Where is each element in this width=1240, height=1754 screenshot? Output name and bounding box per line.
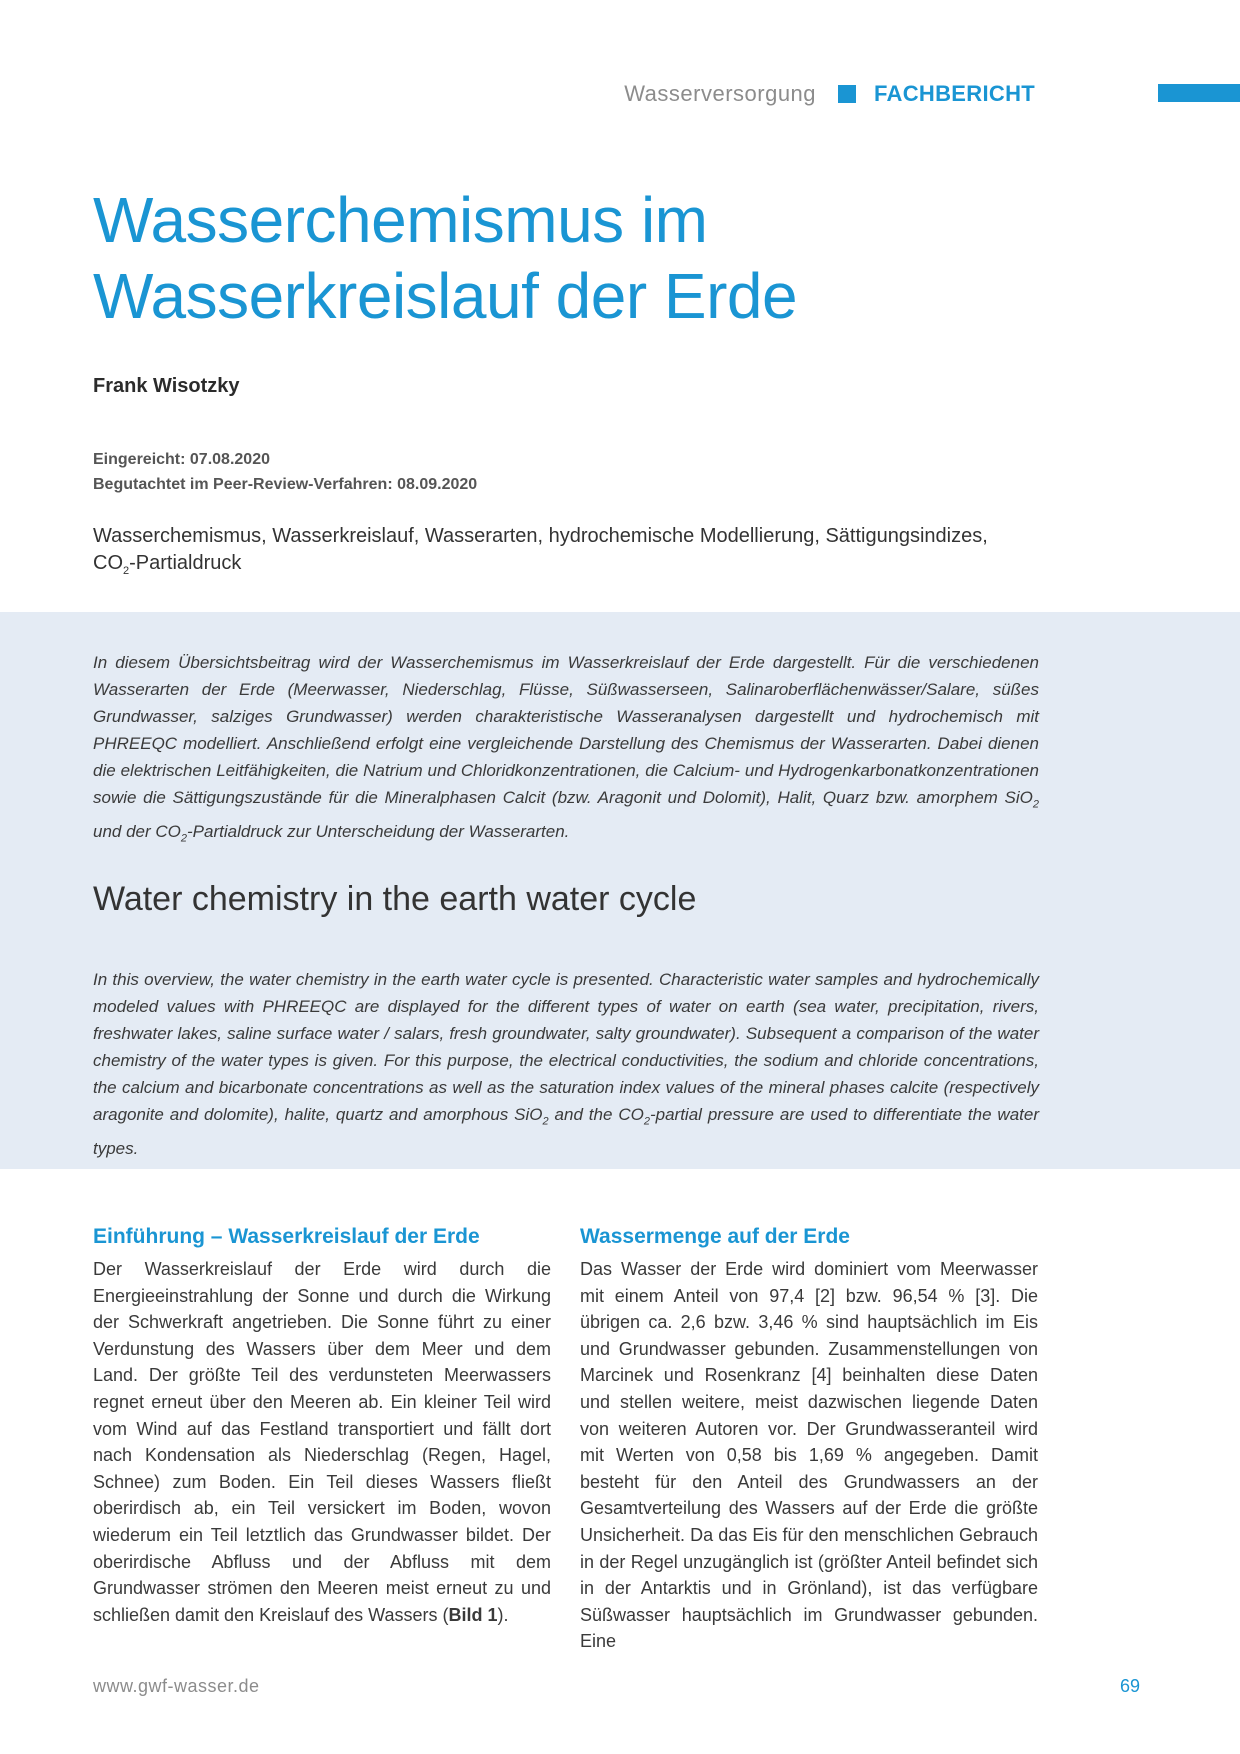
keywords-co: CO [93,552,123,574]
abstract-en-sub2: 2 [643,1115,650,1128]
body-column-right [580,1224,1038,1655]
introduction-text: Der Wasserkreislauf der Erde wird durch die Energieeinstrahlung der Sonne und durch die Wirkung der Schwerkraft angetrieben. Die Sonne führt zu einer Verdunstung des Wassers über dem Meer und dem Land. Der größte Teil des verdunsteten Meerwassers regnet erneut über den Meeren ab. Ein kleiner Teil wird vom Wind auf das Festland transportiert und fällt dort nach Kondensation als Niederschlag (Regen, Hagel, Schnee) zum Boden. Ein Teil dieses Wassers fließt oberirdisch ab, ein Teil versickert im Boden, wovon wiederum ein Teil letztlich das Grundwasser bildet. Der oberirdische Abfluss und der Abfluss mit dem Grundwasser strömen den Meeren meist erneut zu und schließen damit den Kreislauf des Wassers ( [93,1259,551,1625]
introduction-text-end: ). [497,1604,509,1625]
english-title: Water chemistry in the earth water cycle [93,880,697,918]
section-heading-water-amount: Wassermenge auf der Erde [580,1225,850,1248]
article-title [93,182,1093,334]
keywords-main: Wasserchemismus, Wasserkreislauf, Wasserarten, hydrochemische Modellierung, Sättigungsindizes, [93,525,988,547]
header-square-icon [838,85,856,103]
title-line-2: Wasserkreislauf der Erde [93,260,798,332]
abstract-de-sub1: 2 [1032,798,1039,811]
abstract-german [93,649,1039,853]
abstract-en-part2: and the CO [548,1105,644,1124]
submitted-date: Eingereicht: 07.08.2020 [93,451,270,468]
keywords-tail: -Partialdruck [129,552,242,574]
body-column-left [93,1224,551,1628]
page-number: 69 [1120,1676,1141,1696]
section-text-introduction [93,1256,551,1628]
abstract-en-part1: In this overview, the water chemistry in the earth water cycle is presented. Characteristic water samples and hydrochemically modeled values with PHREEQC are displayed for the different types of water on earth (sea water, precipitation, rivers, freshwater lakes, saline surface water / salars, fresh groundwater, salty groundwater). Subsequent a comparison of the water chemistry of the water types is given. For this purpose, the electrical conductivities, the sodium and chloride concentrations, the calcium and bicarbonate concentrations as well as the saturation index values of the mineral phases calcite (respectively aragonite and dolomite), halite, quartz and amorphous SiO [93,970,1039,1124]
header-accent-bar [1158,84,1240,102]
abstract-en-sub1: 2 [542,1115,549,1128]
author-name: Frank Wisotzky [93,375,240,397]
abstract-de-sub2: 2 [180,832,188,845]
abstract-de-part1: In diesem Übersichtsbeitrag wird der Wasserchemismus im Wasserkreislauf der Erde dargestellt. Für die verschiedenen Wasserarten der Erde (Meerwasser, Niederschlag, Flüsse, Süßwasserseen, Salinaroberflächenwässer/Salare, süßes Grundwasser, salziges Grundwasser) werden charakteristische Wasseranalysen dargestellt und hydrochemisch mit PHREEQC modelliert. Anschließend erfolgt eine vergleichende Darstellung des Chemismus der Wasserarten. Dabei dienen die elektrischen Leitfähigkeiten, die Natrium und Chloridkonzentrationen, die Calcium- und Hydrogenkarbonatkonzentrationen sowie die Sättigungszustände für die Mineralphasen Calcit (bzw. Aragonit und Dolomit), Halit, Quarz bzw. amorphem SiO [93,653,1039,807]
abstract-english [93,966,1039,1162]
reviewed-date: Begutachtet im Peer-Review-Verfahren: 08.09.2020 [93,476,478,493]
header-section: Wasserversorgung [624,81,817,106]
abstract-en-part3: -partial pressure are used to differentiate the water types. [93,1105,1039,1159]
submission-dates [93,447,477,497]
abstract-de-part3: -Partialdruck zur Unterscheidung der Wasserarten. [187,822,570,842]
header-category: FACHBERICHT [874,81,1035,106]
section-heading-introduction: Einführung – Wasserkreislauf der Erde [93,1225,480,1248]
keywords-sub: 2 [123,565,130,577]
footer-url: www.gwf-wasser.de [93,1676,260,1696]
section-text-water-amount: Das Wasser der Erde wird dominiert vom Meerwasser mit einem Anteil von 97,4 [2] bzw. 96,54 % [3]. Die übrigen ca. 2,6 bzw. 3,46 % sind hauptsächlich im Eis und Grundwasser gebunden. Zusammenstellungen von Marcinek und Rosenkranz [4] beinhalten diese Daten und stellen weitere, meist dazwischen liegende Daten von weiteren Autoren vor. Der Grundwasseranteil wird mit Werten von 0,58 bis 1,69 % angegeben. Damit besteht für den Anteil des Grundwassers an der Gesamtverteilung des Wassers auf der Erde die größte Unsicherheit. Da das Eis für den menschlichen Gebrauch in der Regel unzugänglich ist (größter Anteil befindet sich in der Antarktis und in Grönland), ist das verfügbare Süßwasser hauptsächlich im Grundwasser gebunden. Eine [580,1259,1038,1652]
keywords [93,523,1053,585]
title-line-1: Wasserchemismus im [93,184,708,256]
figure-reference: Bild 1 [448,1604,498,1625]
running-header [624,78,1035,110]
abstract-de-part2: und der CO [93,822,181,842]
